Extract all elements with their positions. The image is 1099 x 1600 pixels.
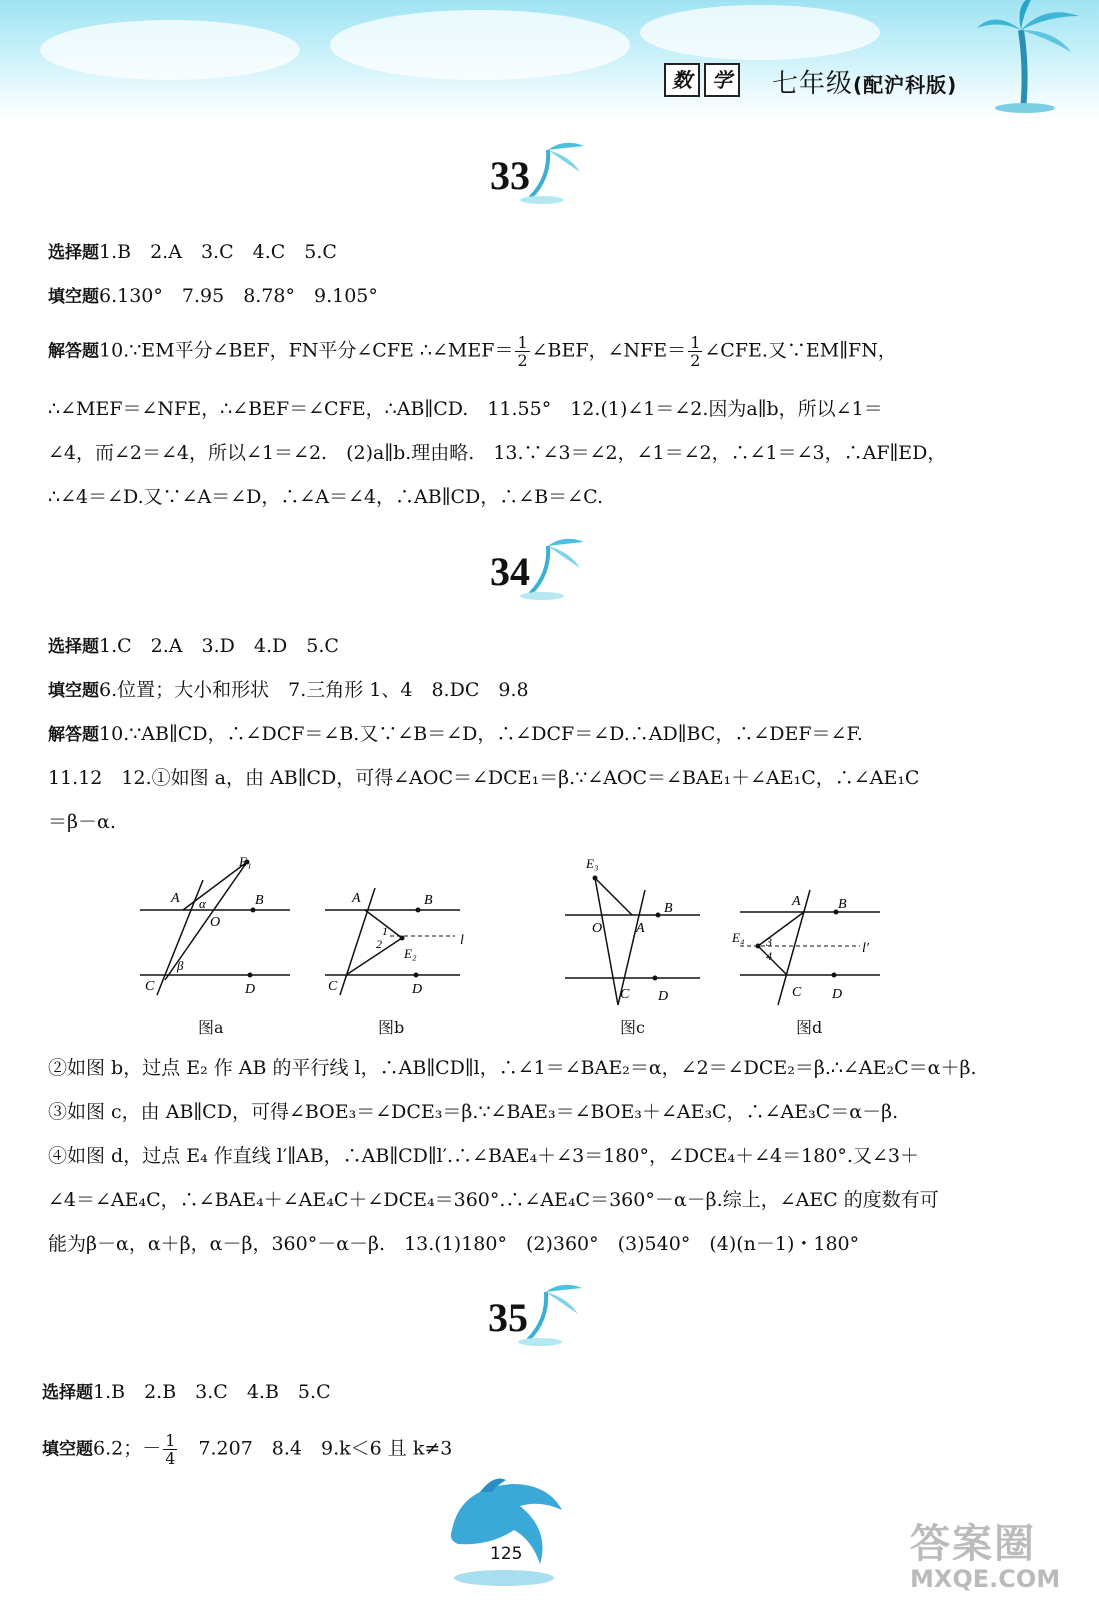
fraction: $\frac{1}{2}$ xyxy=(690,333,701,370)
fig-label: C xyxy=(145,979,155,994)
grade-text: 七年级 xyxy=(772,69,854,99)
fig-label: C xyxy=(328,979,338,994)
section-number: 35 xyxy=(488,1295,528,1340)
page-number: 125 xyxy=(490,1544,523,1564)
answer-line: 能为β－α，α＋β，α－β，360°－α－β. 13.(1)180° (2)360° (3)540° (4)(n－1)・180° xyxy=(48,1233,860,1255)
fig-label: D xyxy=(412,982,423,997)
fig-label: l xyxy=(460,933,464,948)
cloud-decoration xyxy=(330,10,630,80)
figure-caption: 图c xyxy=(620,1018,645,1037)
fraction: $\frac{1}{4}$ xyxy=(165,1431,176,1468)
subject-char-2: 学 xyxy=(704,63,740,97)
cloud-decoration xyxy=(40,20,300,80)
fig-label: C xyxy=(620,987,630,1002)
answer-line: 11.12 12.①如图 a，由 AB∥CD，可得∠AOC＝∠DCE₁＝β.∵∠AOC＝∠BAE₁＋∠AE₁C，∴∠AE₁C xyxy=(48,767,920,789)
fig-label: B xyxy=(838,897,847,912)
answer-line: 解答题10.∵AB∥CD，∴∠DCF＝∠B.又∵∠B＝∠D，∴∠DCF＝∠D.∴AD∥BC，∴∠DEF＝∠F. xyxy=(48,723,863,745)
fig-label: α xyxy=(199,896,206,911)
figure-caption: 图d xyxy=(796,1018,823,1037)
fig-label: A xyxy=(636,921,645,936)
fig-label: C xyxy=(792,985,802,1000)
cloud-decoration xyxy=(640,5,880,60)
fig-label: E₂ xyxy=(404,946,417,961)
answer-line: 填空题6.2；－ $\frac{1}{4}$ 7.207 8.4 9.k＜6 且 k≠3 xyxy=(42,1431,453,1468)
palm-leaf-icon xyxy=(520,138,590,208)
fig-label: 2 xyxy=(376,937,382,951)
fig-label: D xyxy=(658,989,669,1004)
answer-line: 选择题1.B 2.A 3.C 4.C 5.C xyxy=(48,241,337,263)
fig-label: 1 xyxy=(382,924,388,938)
fig-label: 4 xyxy=(766,949,772,963)
answer-line: ∴∠MEF＝∠NFE，∴∠BEF＝∠CFE，∴AB∥CD. 11.55° 12.(1)∠1＝∠2.因为a∥b，所以∠1＝ xyxy=(48,398,883,420)
fig-label: O xyxy=(210,915,221,930)
fig-label: D xyxy=(245,982,256,997)
watermark: 答案圈 MXQE.COM xyxy=(910,1521,1061,1593)
fig-label: B xyxy=(664,901,673,916)
answer-line: 选择题1.C 2.A 3.D 4.D 5.C xyxy=(48,635,339,657)
answer-line: ∴∠4＝∠D.又∵∠A＝∠D，∴∠A＝∠4，∴AB∥CD，∴∠B＝∠C. xyxy=(48,486,603,508)
figure-b xyxy=(320,880,480,1000)
answer-line: 填空题6.130° 7.95 8.78° 9.105° xyxy=(48,285,378,307)
section-number: 34 xyxy=(490,549,530,594)
palm-tree-icon xyxy=(975,0,1085,115)
fig-label: 3 xyxy=(766,935,772,949)
answer-line: ③如图 c，由 AB∥CD，可得∠BOE₃＝∠DCE₃＝β.∵∠BAE₃＝∠BOE₃＋∠AE₃C，∴∠AE₃C＝α－β. xyxy=(48,1101,899,1123)
fig-label: A xyxy=(792,894,801,909)
fig-label: B xyxy=(424,893,433,908)
figure-c xyxy=(560,850,710,1010)
header-banner xyxy=(0,0,1099,120)
fig-label: E₃ xyxy=(586,856,599,871)
answer-line: ②如图 b，过点 E₂ 作 AB 的平行线 l，∴AB∥CD∥l，∴∠1＝∠BAE₂＝α，∠2＝∠DCE₂＝β.∴∠AE₂C＝α＋β. xyxy=(48,1057,977,1079)
fig-label: O xyxy=(592,921,603,936)
figure-caption: 图a xyxy=(198,1018,224,1037)
edition-text: (配沪科版) xyxy=(853,73,958,97)
fig-label: l′ xyxy=(862,941,869,956)
dolphin-icon xyxy=(440,1470,570,1590)
answer-line: 选择题1.B 2.B 3.C 4.B 5.C xyxy=(42,1381,331,1403)
fig-label: β xyxy=(177,958,184,973)
figure-d xyxy=(730,880,890,1010)
answer-line: 解答题10.∵EM平分∠BEF，FN平分∠CFE ∴∠MEF＝ $\frac{1}{2}$ ∠BEF，∠NFE＝ $\frac{1}{2}$ ∠CFE.又∵EM∥FN， xyxy=(48,333,897,370)
fig-label: B xyxy=(255,893,264,908)
figure-caption: 图b xyxy=(378,1018,405,1037)
fig-label: E₄ xyxy=(732,930,745,945)
palm-leaf-icon xyxy=(520,534,590,604)
fraction: $\frac{1}{2}$ xyxy=(517,333,528,370)
answer-line: ∠4＝∠AE₄C，∴∠BAE₄＋∠AE₄C＋∠DCE₄＝360°.∴∠AE₄C＝360°－α－β.综上，∠AEC 的度数有可 xyxy=(48,1189,939,1211)
answer-line: ＝β－α. xyxy=(48,811,116,833)
section-number: 33 xyxy=(490,153,530,198)
figure-a xyxy=(135,850,295,1000)
answer-line: 填空题6.位置；大小和形状 7.三角形 1、4 8.DC 9.8 xyxy=(48,679,529,701)
palm-leaf-icon xyxy=(518,1280,588,1350)
fig-label: A xyxy=(352,891,361,906)
answer-line: ∠4，而∠2＝∠4，所以∠1＝∠2. (2)a∥b.理由略. 13.∵∠3＝∠2，∠1＝∠2，∴∠1＝∠3，∴AF∥ED， xyxy=(48,442,947,464)
fig-label: E₁ xyxy=(239,854,252,869)
subject-char-1: 数 xyxy=(664,63,700,97)
fig-label: D xyxy=(832,987,843,1002)
fig-label: A xyxy=(171,891,180,906)
grade-title xyxy=(772,63,957,100)
answer-line: ④如图 d，过点 E₄ 作直线 l′∥AB，∴AB∥CD∥l′.∴∠BAE₄＋∠3＝180°，∠DCE₄＋∠4＝180°.又∠3＋ xyxy=(48,1145,919,1167)
